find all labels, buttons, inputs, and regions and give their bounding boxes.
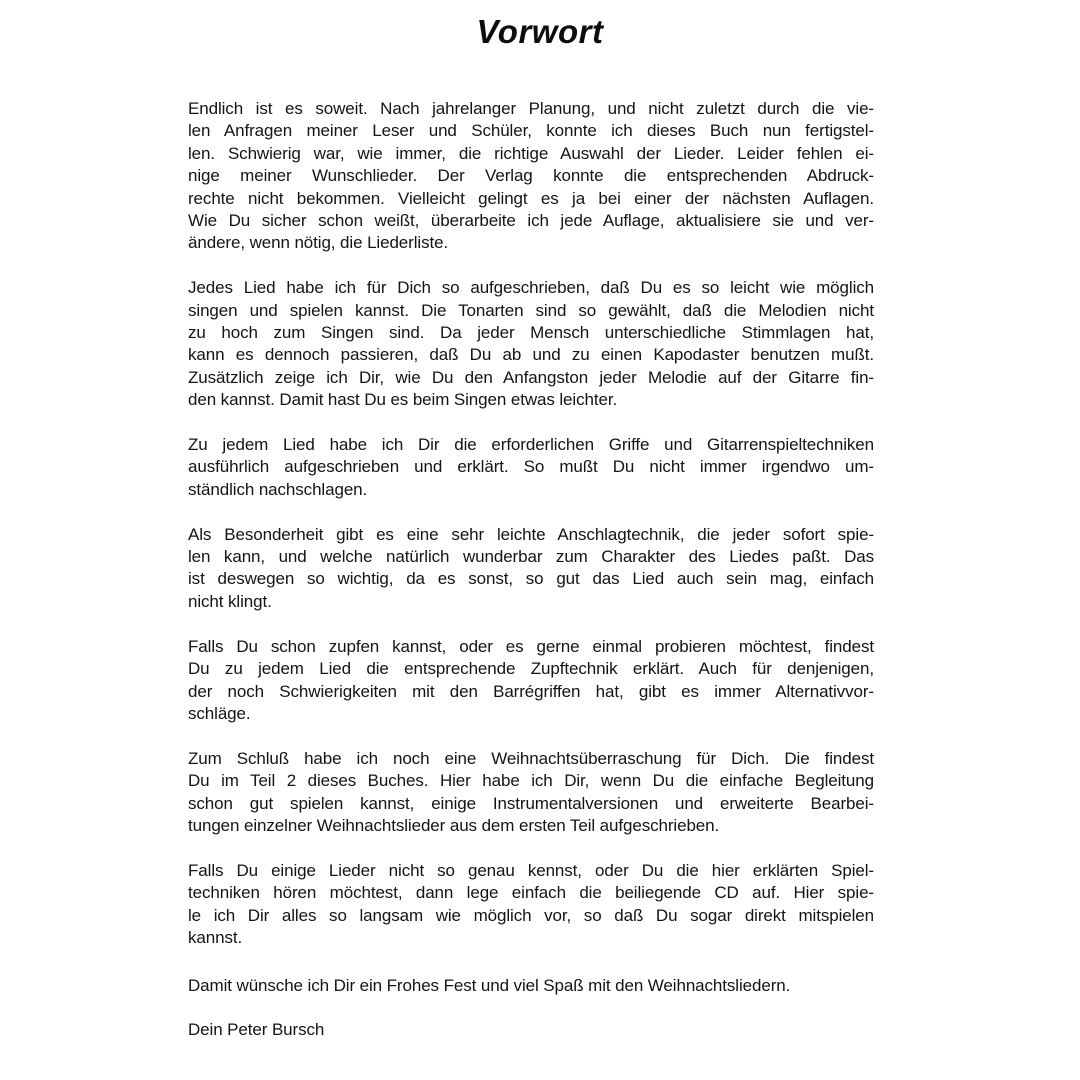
paragraph [188, 277, 874, 411]
text-line: le ich Dir alles so langsam wie möglich vor, so daß Du sogar direkt mitspielen [188, 905, 874, 925]
text-line: kann es dennoch passieren, daß Du ab und zu einen Kapodaster benutzen mußt. [188, 345, 874, 365]
text-line: Wie Du sicher schon weißt, überarbeite ich jede Auflage, aktualisiere sie und ver- [188, 211, 874, 231]
text-line: schon gut spielen kannst, einige Instrumentalversionen und erweiterte Bearbei- [188, 793, 874, 813]
text-line: singen und spielen kannst. Die Tonarten sind so gewählt, daß die Melodien nicht [188, 300, 874, 320]
text-line: Zusätzlich zeige ich Dir, wie Du den Anfangston jeder Melodie auf der Gitarre fin- [188, 367, 874, 387]
text-line: Du im Teil 2 dieses Buches. Hier habe ich Dir, wenn Du die einfache Begleitung [188, 771, 874, 791]
paragraph [188, 860, 874, 950]
text-line: der noch Schwierigkeiten mit den Barrégriffen hat, gibt es immer Alternativvor- [188, 681, 874, 701]
signature: Dein Peter Bursch [188, 1019, 325, 1039]
text-line: rechte nicht bekommen. Vielleicht gelingt es ja bei einer der nächsten Auflagen. [188, 188, 874, 208]
paragraph [188, 748, 874, 838]
paragraph [188, 524, 874, 614]
closing-line: Damit wünsche ich Dir ein Frohes Fest und viel Spaß mit den Weihnachtsliedern. [188, 976, 791, 996]
paragraph [188, 636, 874, 726]
paragraph [188, 98, 874, 255]
text-line: ist deswegen so wichtig, da es sonst, so gut das Lied auch sein mag, einfach [188, 569, 874, 589]
text-line: ausführlich aufgeschrieben und erklärt. So mußt Du nicht immer irgendwo um- [188, 457, 874, 477]
text-line: den kannst. Damit hast Du es beim Singen etwas leichter. [188, 390, 618, 410]
text-line: techniken hören möchtest, dann lege einfach die beiliegende CD auf. Hier spie- [188, 883, 874, 903]
text-line: Zu jedem Lied habe ich Dir die erforderlichen Griffe und Gitarrenspieltechniken [188, 435, 874, 455]
paragraphs [188, 98, 874, 949]
text-line: Zum Schluß habe ich noch eine Weihnachtsüberraschung für Dich. Die findest [188, 748, 874, 768]
page-title: Vorwort [476, 13, 604, 50]
paragraph [188, 434, 874, 501]
text-line: nicht klingt. [188, 591, 272, 611]
text-line: kannst. [188, 927, 243, 947]
text-line: Endlich ist es soweit. Nach jahrelanger Planung, und nicht zuletzt durch die vie- [188, 99, 874, 118]
text-line: len. Schwierig war, wie immer, die richtige Auswahl der Lieder. Leider fehlen ei- [188, 143, 874, 163]
preface-body [188, 98, 874, 1041]
text-line: schläge. [188, 703, 251, 723]
text-line: tungen einzelner Weihnachtslieder aus dem ersten Teil aufgeschrieben. [188, 815, 720, 835]
text-line: Falls Du einige Lieder nicht so genau kennst, oder Du die hier erklärten Spiel- [188, 860, 874, 880]
text-line: Falls Du schon zupfen kannst, oder es gerne einmal probieren möchtest, findest [188, 636, 874, 656]
text-line: Jedes Lied habe ich für Dich so aufgeschrieben, daß Du es so leicht wie möglich [188, 278, 874, 298]
text-line: Du zu jedem Lied die entsprechende Zupftechnik erklärt. Auch für denjenigen, [188, 659, 874, 679]
text-line: ständlich nachschlagen. [188, 479, 368, 499]
text-line: ändere, wenn nötig, die Liederliste. [188, 233, 449, 253]
text-line: nige meiner Wunschlieder. Der Verlag konnte die entsprechenden Abdruck- [188, 166, 874, 186]
text-line: len Anfragen meiner Leser und Schüler, konnte ich dieses Buch nun fertigstel- [188, 121, 874, 141]
text-line: len kann, und welche natürlich wunderbar zum Charakter des Liedes paßt. Das [188, 547, 874, 567]
text-line: Als Besonderheit gibt es eine sehr leichte Anschlagtechnik, die jeder sofort spie- [188, 524, 874, 544]
text-line: zu hoch zum Singen sind. Da jeder Mensch unterschiedliche Stimmlagen hat, [188, 323, 874, 343]
